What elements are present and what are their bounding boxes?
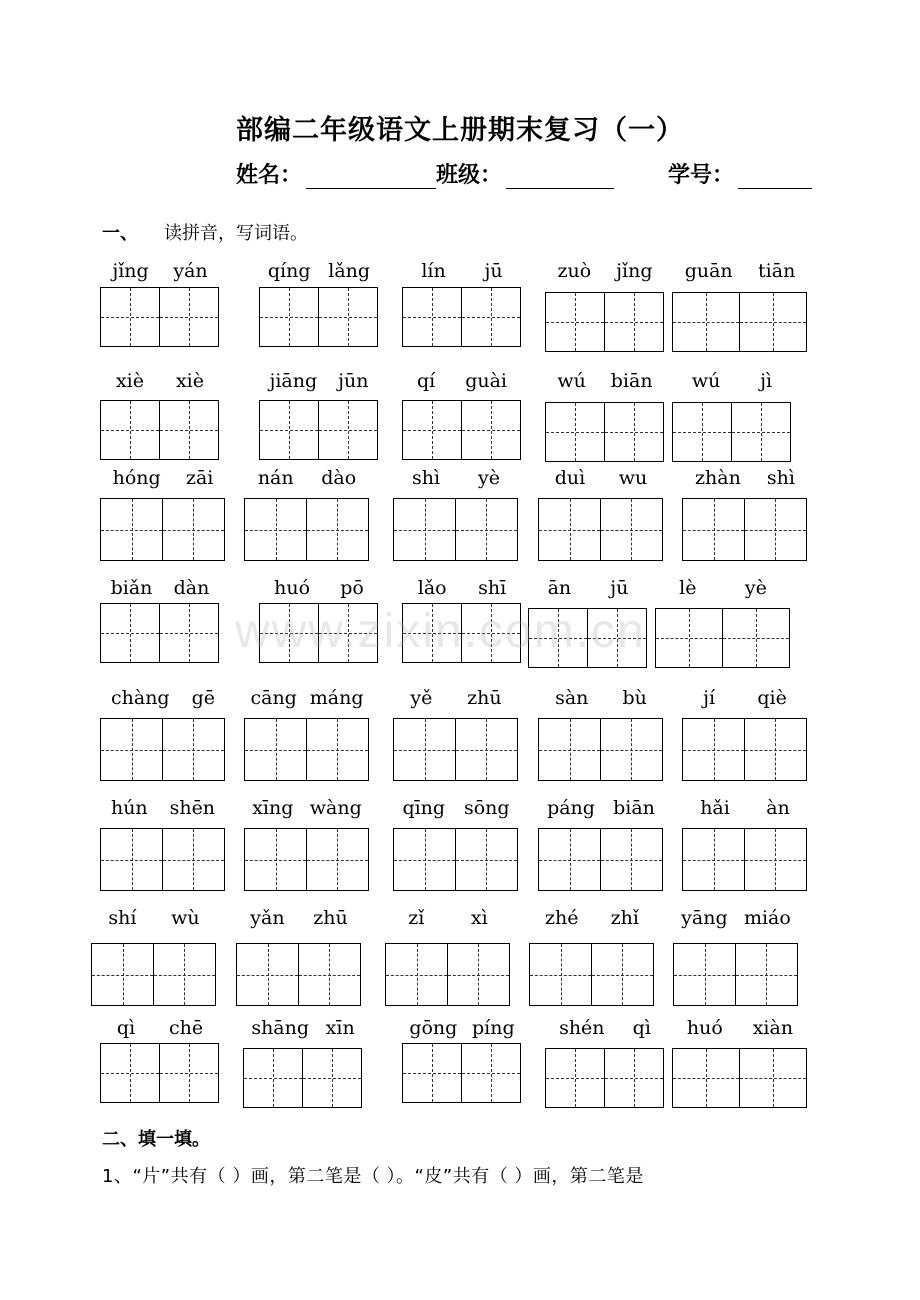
pinyin-prompt: [393, 797, 519, 819]
tianzige-box: [393, 718, 518, 781]
pinyin-syllable: lǎng: [328, 260, 371, 282]
pinyin-syllable: miáo: [743, 907, 791, 929]
pinyin-syllable: xīn: [325, 1017, 355, 1039]
pinyin-prompt: [393, 467, 519, 489]
section-1-instruction: 读拼音，写词语。: [164, 223, 308, 244]
writing-cell[interactable]: [545, 402, 605, 462]
tianzige-box: [545, 402, 664, 462]
pinyin-syllable: biān: [613, 797, 655, 819]
pinyin-syllable: qíng: [267, 260, 311, 282]
pinyin-syllable: zuò: [557, 260, 592, 282]
pinyin-prompt: [100, 797, 226, 819]
writing-cell[interactable]: [318, 400, 378, 460]
page-title: 部编二年级语文上册期末复习（一）: [236, 115, 684, 146]
writing-cell[interactable]: [100, 287, 160, 347]
writing-cell[interactable]: [100, 603, 160, 663]
pinyin-prompt: [672, 260, 808, 282]
writing-cell[interactable]: [528, 608, 588, 668]
pinyin-syllable: qiè: [757, 687, 787, 709]
tianzige-box: [100, 603, 219, 663]
pinyin-prompt: [393, 687, 519, 709]
pinyin-prompt: [682, 687, 808, 709]
tianzige-box: [100, 400, 219, 460]
writing-cell[interactable]: [159, 1043, 219, 1103]
pinyin-syllable: páng: [547, 797, 595, 819]
pinyin-syllable: bù: [622, 687, 647, 709]
pinyin-syllable: shāng: [251, 1017, 310, 1039]
pinyin-syllable: biān: [610, 370, 653, 392]
writing-cell[interactable]: [100, 718, 163, 781]
pinyin-prompt: [545, 260, 665, 282]
tianzige-box: [100, 828, 225, 891]
tianzige-box: [259, 287, 378, 347]
writing-cell[interactable]: [306, 498, 369, 561]
pinyin-syllable: hóng: [112, 467, 161, 489]
writing-cell[interactable]: [604, 402, 664, 462]
writing-cell[interactable]: [682, 718, 745, 781]
pinyin-syllable: qīng: [402, 797, 446, 819]
writing-cell[interactable]: [461, 400, 521, 460]
pinyin-syllable: huó: [274, 577, 311, 599]
pinyin-prompt: [528, 577, 648, 599]
pinyin-prompt: [259, 260, 379, 282]
writing-cell[interactable]: [672, 1048, 740, 1108]
pinyin-prompt: [545, 370, 665, 392]
tianzige-box: [402, 287, 521, 347]
student-info: [236, 158, 614, 189]
tianzige-box: [672, 1048, 807, 1108]
pinyin-syllable: xiè: [175, 370, 205, 392]
tianzige-box: [682, 828, 807, 891]
pinyin-syllable: yǎn: [250, 907, 285, 929]
tianzige-box: [236, 943, 361, 1006]
writing-cell[interactable]: [447, 943, 510, 1006]
pinyin-syllable: jí: [703, 687, 716, 709]
pinyin-syllable: jǐng: [616, 260, 653, 282]
writing-cell[interactable]: [722, 608, 790, 668]
writing-cell[interactable]: [461, 603, 521, 663]
id-blank[interactable]: [738, 164, 812, 189]
pinyin-syllable: gōng: [409, 1017, 458, 1039]
writing-cell[interactable]: [159, 603, 219, 663]
pinyin-syllable: shén: [559, 1017, 605, 1039]
pinyin-prompt: [672, 370, 792, 392]
pinyin-prompt: [538, 797, 664, 819]
pinyin-syllable: xiàn: [752, 1017, 794, 1039]
writing-cell[interactable]: [100, 828, 163, 891]
writing-cell[interactable]: [162, 828, 225, 891]
writing-cell[interactable]: [306, 718, 369, 781]
pinyin-syllable: hǎi: [700, 797, 730, 819]
pinyin-syllable: shì: [766, 467, 795, 489]
pinyin-prompt: [529, 907, 655, 929]
pinyin-prompt: [545, 1017, 665, 1039]
pinyin-syllable: yán: [173, 260, 208, 282]
class-label: 班级：: [436, 163, 503, 188]
pinyin-prompt: [682, 467, 808, 489]
pinyin-syllable: zhū: [467, 687, 502, 709]
pinyin-prompt: [402, 370, 522, 392]
writing-cell[interactable]: [236, 943, 299, 1006]
writing-cell[interactable]: [402, 400, 462, 460]
pinyin-prompt: [100, 260, 220, 282]
writing-cell[interactable]: [402, 1043, 462, 1103]
pinyin-syllable: biǎn: [110, 577, 153, 599]
writing-cell[interactable]: [159, 400, 219, 460]
pinyin-syllable: xì: [470, 907, 488, 929]
tianzige-box: [402, 1043, 521, 1103]
writing-cell[interactable]: [298, 943, 361, 1006]
writing-cell[interactable]: [461, 287, 521, 347]
pinyin-syllable: chē: [168, 1017, 204, 1039]
writing-cell[interactable]: [244, 718, 307, 781]
writing-cell[interactable]: [529, 943, 592, 1006]
tianzige-box: [385, 943, 510, 1006]
pinyin-prompt: [244, 687, 370, 709]
pinyin-prompt: [244, 467, 370, 489]
pinyin-syllable: yāng: [681, 907, 728, 929]
tianzige-box: [528, 608, 647, 668]
writing-cell[interactable]: [538, 828, 601, 891]
writing-cell[interactable]: [673, 943, 736, 1006]
tianzige-box: [244, 828, 369, 891]
writing-cell[interactable]: [100, 1043, 160, 1103]
pinyin-syllable: jū: [610, 577, 629, 599]
writing-cell[interactable]: [591, 943, 654, 1006]
writing-cell[interactable]: [600, 498, 663, 561]
writing-cell[interactable]: [538, 718, 601, 781]
id-label: 学号：: [668, 163, 735, 188]
pinyin-prompt: [91, 907, 217, 929]
tianzige-box: [393, 498, 518, 561]
writing-cell[interactable]: [735, 943, 798, 1006]
pinyin-prompt: [236, 907, 362, 929]
pinyin-prompt: [673, 907, 799, 929]
writing-cell[interactable]: [731, 402, 791, 462]
writing-cell[interactable]: [744, 718, 807, 781]
pinyin-syllable: huó: [686, 1017, 723, 1039]
tianzige-box: [91, 943, 216, 1006]
writing-cell[interactable]: [393, 498, 456, 561]
name-blank[interactable]: [306, 164, 436, 189]
writing-cell[interactable]: [455, 718, 518, 781]
writing-cell[interactable]: [682, 498, 745, 561]
pinyin-syllable: píng: [472, 1017, 515, 1039]
pinyin-syllable: cāng: [250, 687, 297, 709]
writing-cell[interactable]: [302, 1048, 362, 1108]
pinyin-syllable: qì: [632, 1017, 651, 1039]
writing-cell[interactable]: [100, 498, 163, 561]
tianzige-box: [100, 287, 219, 347]
name-label: 姓名：: [236, 163, 303, 188]
writing-cell[interactable]: [259, 400, 319, 460]
pinyin-syllable: yè: [478, 467, 501, 489]
tianzige-box: [545, 1048, 664, 1108]
writing-cell[interactable]: [545, 1048, 605, 1108]
writing-cell[interactable]: [153, 943, 216, 1006]
pinyin-prompt: [385, 907, 511, 929]
pinyin-syllable: zǐ: [408, 907, 425, 929]
tianzige-box: [673, 943, 798, 1006]
pinyin-prompt: [538, 467, 664, 489]
section-1-number: 一、: [102, 223, 138, 244]
pinyin-prompt: [402, 577, 522, 599]
pinyin-syllable: sōng: [463, 797, 510, 819]
writing-cell[interactable]: [91, 943, 154, 1006]
writing-cell[interactable]: [162, 718, 225, 781]
tianzige-box: [545, 292, 664, 352]
writing-cell[interactable]: [393, 828, 456, 891]
pinyin-syllable: qí: [416, 370, 436, 392]
writing-cell[interactable]: [402, 603, 462, 663]
writing-cell[interactable]: [600, 828, 663, 891]
pinyin-prompt: [259, 577, 379, 599]
writing-cell[interactable]: [545, 292, 605, 352]
tianzige-box: [682, 718, 807, 781]
writing-cell[interactable]: [682, 828, 745, 891]
pinyin-syllable: dào: [321, 467, 357, 489]
tianzige-box: [259, 603, 378, 663]
pinyin-syllable: zhǐ: [610, 907, 639, 929]
pinyin-syllable: duì: [554, 467, 586, 489]
tianzige-box: [393, 828, 518, 891]
pinyin-prompt: [100, 577, 220, 599]
pinyin-syllable: jiāng: [269, 370, 318, 392]
pinyin-syllable: nán: [257, 467, 294, 489]
pinyin-prompt: [672, 1017, 808, 1039]
tianzige-box: [672, 402, 791, 462]
pinyin-syllable: sàn: [555, 687, 589, 709]
pinyin-syllable: zhé: [545, 907, 579, 929]
tianzige-box: [538, 718, 663, 781]
tianzige-box: [682, 498, 807, 561]
pinyin-syllable: guài: [465, 370, 508, 392]
pinyin-syllable: zhàn: [695, 467, 741, 489]
section-1-heading: [102, 219, 308, 245]
pinyin-syllable: lín: [421, 260, 446, 282]
writing-cell[interactable]: [604, 1048, 664, 1108]
tianzige-box: [100, 1043, 219, 1103]
pinyin-syllable: wu: [618, 467, 648, 489]
writing-cell[interactable]: [162, 498, 225, 561]
section-2-heading: 二、填一填。: [102, 1129, 210, 1150]
writing-cell[interactable]: [739, 292, 807, 352]
pinyin-syllable: wù: [171, 907, 200, 929]
pinyin-syllable: shī: [478, 577, 507, 599]
pinyin-prompt: [100, 1017, 220, 1039]
writing-cell[interactable]: [672, 402, 732, 462]
pinyin-prompt: [100, 467, 226, 489]
pinyin-syllable: dàn: [173, 577, 210, 599]
tianzige-box: [529, 943, 654, 1006]
writing-cell[interactable]: [461, 1043, 521, 1103]
pinyin-prompt: [243, 1017, 363, 1039]
pinyin-prompt: [402, 260, 522, 282]
writing-cell[interactable]: [587, 608, 647, 668]
pinyin-syllable: àn: [766, 797, 790, 819]
pinyin-prompt: [655, 577, 791, 599]
writing-cell[interactable]: [672, 292, 740, 352]
class-blank[interactable]: [506, 164, 614, 189]
tianzige-box: [538, 828, 663, 891]
pinyin-prompt: [402, 1017, 522, 1039]
writing-cell[interactable]: [385, 943, 448, 1006]
pinyin-prompt: [244, 797, 370, 819]
tianzige-box: [655, 608, 790, 668]
pinyin-syllable: wú: [691, 370, 721, 392]
tianzige-box: [538, 498, 663, 561]
pinyin-prompt: [259, 370, 379, 392]
pinyin-syllable: xīng: [252, 797, 294, 819]
pinyin-syllable: jū: [484, 260, 503, 282]
tianzige-box: [402, 400, 521, 460]
pinyin-syllable: wàng: [309, 797, 362, 819]
writing-cell[interactable]: [744, 498, 807, 561]
pinyin-syllable: ān: [547, 577, 572, 599]
pinyin-syllable: shì: [411, 467, 441, 489]
pinyin-syllable: guān: [684, 260, 733, 282]
tianzige-box: [672, 292, 807, 352]
pinyin-syllable: jì: [760, 370, 773, 392]
writing-cell[interactable]: [393, 718, 456, 781]
writing-cell[interactable]: [318, 603, 378, 663]
tianzige-box: [100, 718, 225, 781]
pinyin-syllable: yè: [744, 577, 767, 599]
tianzige-box: [244, 718, 369, 781]
writing-cell[interactable]: [455, 498, 518, 561]
pinyin-syllable: wú: [557, 370, 586, 392]
pinyin-prompt: [682, 797, 808, 819]
pinyin-prompt: [100, 687, 226, 709]
writing-cell[interactable]: [244, 828, 307, 891]
writing-cell[interactable]: [538, 498, 601, 561]
pinyin-syllable: shēn: [169, 797, 216, 819]
pinyin-syllable: yě: [410, 687, 433, 709]
pinyin-syllable: lè: [679, 577, 697, 599]
writing-cell[interactable]: [259, 287, 319, 347]
pinyin-syllable: jūn: [338, 370, 369, 392]
writing-cell[interactable]: [306, 828, 369, 891]
pinyin-syllable: shí: [108, 907, 137, 929]
tianzige-box: [259, 400, 378, 460]
pinyin-syllable: zāi: [185, 467, 214, 489]
writing-cell[interactable]: [100, 400, 160, 460]
writing-cell[interactable]: [159, 287, 219, 347]
pinyin-syllable: jǐng: [112, 260, 149, 282]
writing-cell[interactable]: [744, 828, 807, 891]
pinyin-syllable: gē: [191, 687, 215, 709]
tianzige-box: [243, 1048, 362, 1108]
tianzige-box: [100, 498, 225, 561]
pinyin-syllable: pō: [340, 577, 364, 599]
writing-cell[interactable]: [739, 1048, 807, 1108]
pinyin-syllable: lǎo: [417, 577, 447, 599]
writing-cell[interactable]: [655, 608, 723, 668]
writing-cell[interactable]: [402, 287, 462, 347]
tianzige-box: [402, 603, 521, 663]
pinyin-syllable: chàng: [110, 687, 170, 709]
pinyin-syllable: qì: [116, 1017, 136, 1039]
pinyin-prompt: [100, 370, 220, 392]
pinyin-syllable: zhū: [313, 907, 348, 929]
pinyin-syllable: tiān: [758, 260, 796, 282]
question-1: 1、“片”共有（ ）画，第二笔是（ ）。“皮”共有（ ）画，第二笔是: [102, 1166, 644, 1187]
pinyin-syllable: xiè: [115, 370, 145, 392]
student-id-info: [668, 158, 812, 189]
writing-cell[interactable]: [455, 828, 518, 891]
writing-cell[interactable]: [244, 498, 307, 561]
writing-cell[interactable]: [259, 603, 319, 663]
tianzige-box: [244, 498, 369, 561]
writing-cell[interactable]: [318, 287, 378, 347]
writing-cell[interactable]: [243, 1048, 303, 1108]
pinyin-syllable: hún: [110, 797, 148, 819]
writing-cell[interactable]: [604, 292, 664, 352]
watermark: www.zixin.com.cn: [235, 605, 646, 658]
pinyin-prompt: [538, 687, 664, 709]
pinyin-syllable: máng: [309, 687, 364, 709]
writing-cell[interactable]: [600, 718, 663, 781]
